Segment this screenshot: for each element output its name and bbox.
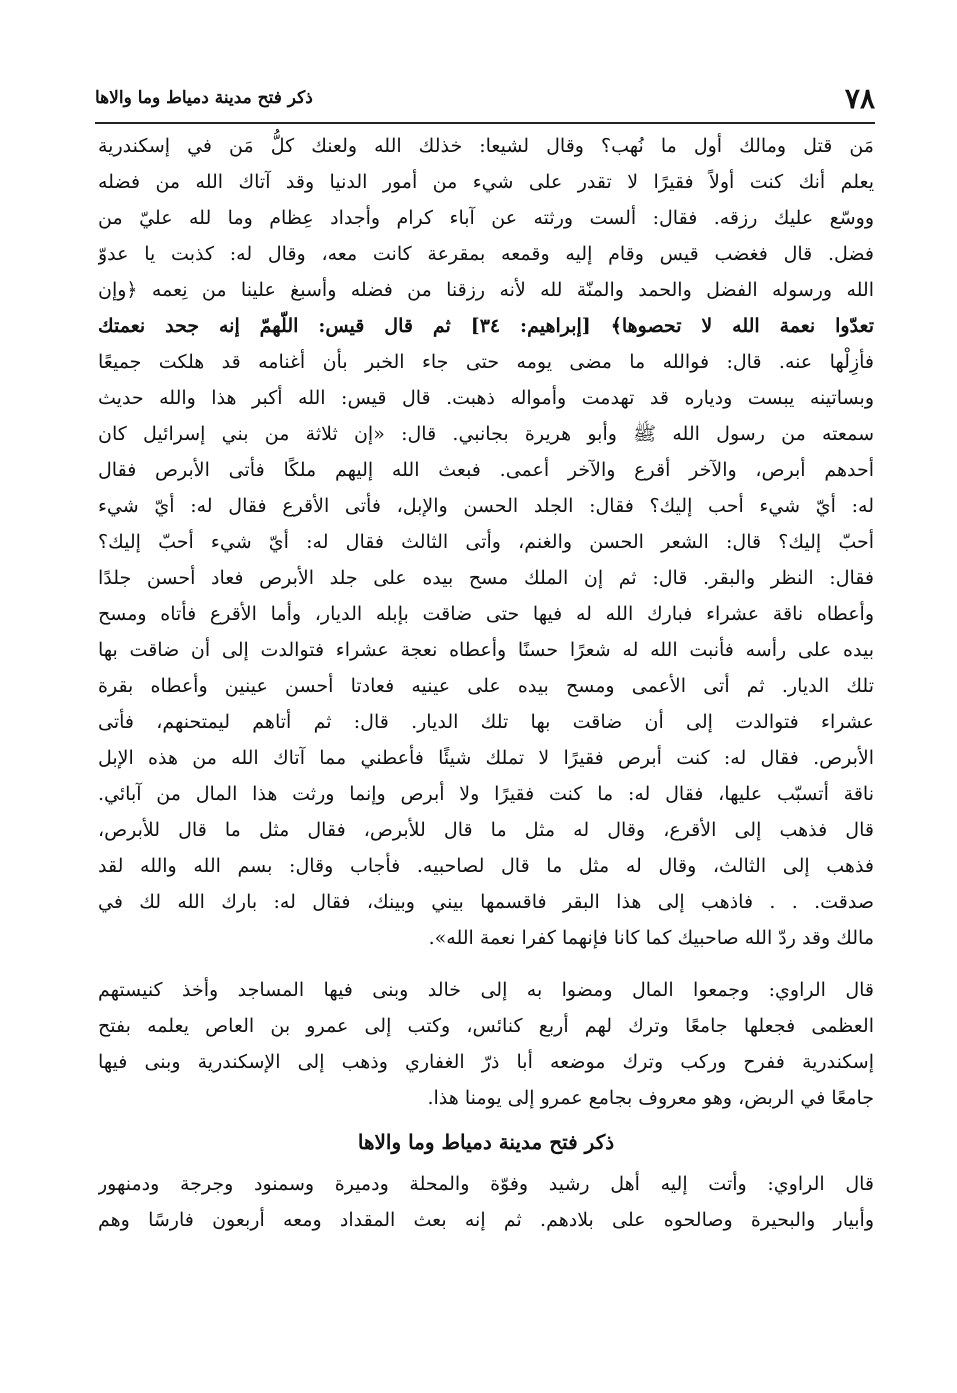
text-line: تلك الديار. ثم أتى الأعمى ومسح بيده على عينيه فعادتا أحسن عينين وأعطاه بقرة [98, 675, 874, 697]
section-heading: ذكر فتح مدينة دمياط وما والاها [357, 1130, 615, 1154]
text-line: مالك وقد ردّ الله صاحبيك كما كانا فإنهما كفرا نعمة الله». [428, 927, 874, 949]
text-line: قال فذهب إلى الأقرع، وقال له مثل ما قال للأبرص، فقال مثل ما قال للأبرص، [98, 819, 874, 841]
running-title: ذكر فتح مدينة دمياط وما والاها [95, 88, 313, 108]
text-line: سمعته من رسول الله ﷺ وأبو هريرة بجانبي. قال: «إن ثلاثة من بني إسرائيل كان [98, 423, 874, 445]
page-header [95, 82, 875, 122]
text-line: فأزِلْها عنه. قال: فوالله ما مضى يومه حتى جاء الخبر بأن أغنامه قد هلكت جميعًا [98, 351, 874, 373]
text-line: له: أيّ شيء أحب إليك؟ فقال: الجلد الحسن والإبل، فأتى الأقرع فقال له: أيّ شيء [98, 495, 874, 517]
text-line: جامعًا في الربض، وهو معروف بجامع عمرو إلى يومنا هذا. [427, 1087, 874, 1109]
text-line: قال الراوي: وأتت إليه أهل رشيد وفوّة والمحلة ودميرة وسمنود وجرجة ودمنهور [98, 1173, 874, 1195]
text-line: يعلم أنك كنت أولاً فقيرًا لا تقدر على شيء من أمور الدنيا وقد آتاك الله من فضله [98, 171, 874, 193]
body-text [98, 128, 874, 1238]
paragraph-2 [98, 972, 874, 1116]
text-line: إسكندرية ففرح وركب وترك موضعه أبا ذرّ الغفاري وذهب إلى الإسكندرية وبنى فيها [98, 1051, 874, 1073]
text-line: ووسّع عليك رزقه. فقال: ألست ورثته عن آباء كرام وأجداد عِظام وما لله عليّ من [98, 207, 874, 229]
text-line: قال الراوي: وجمعوا المال ومضوا به إلى خالد وبنى فيها المساجد وأخذ كنيستهم [98, 979, 874, 1001]
text-line-quran-verse: تعدّوا نعمة الله لا تحصوها﴾ [إبراهيم: ٣٤] ثم قال قيس: اللّهمّ إنه جحد نعمتك [98, 315, 874, 337]
text-line: بيده على رأسه فأنبت الله له شعرًا حسنًا وأعطاه نعجة عشراء فتوالدت إلى أن ضاقت بها [98, 639, 874, 661]
text-line: الله ورسوله الفضل والحمد والمنّة لله لأنه رزقنا من فضله وأسبغ علينا من نِعمه ﴿وإن [98, 279, 874, 301]
text-line: الأبرص. فقال له: كنت أبرص فقيرًا لا تملك شيئًا فأعطني مما آتاك الله من هذه الإبل [98, 747, 874, 769]
text-line: ناقة أتسبّب عليها، فقال له: ما كنت فقيرًا ولا أبرص وإنما ورثت هذا المال من آبائي. [98, 783, 874, 805]
text-line: العظمى فجعلها جامعًا وترك لهم أربع كنائس، وكتب إلى عمرو بن العاص يعلمه بفتح [98, 1015, 874, 1037]
text-line: وأعطاه ناقة عشراء فبارك الله له فيها حتى ضاقت بإبله الديار، وأما الأقرع فأتاه ومسح [98, 603, 874, 625]
page-number: ٧٨ [844, 82, 875, 115]
paragraph-3 [98, 1166, 874, 1238]
text-line: صدقت. . . فاذهب إلى هذا البقر فاقسمها بيني وبينك، فقال له: بارك الله لك في [98, 891, 874, 913]
text-line: وبساتينه يبست ودياره قد تهدمت وأمواله ذهبت. قال قيس: الله أكبر هذا والله حديث [98, 387, 874, 409]
text-line: أحبّ إليك؟ قال: الشعر الحسن والغنم، وأتى الثالث فقال له: أيّ شيء أحبّ إليك؟ [98, 531, 874, 553]
text-line: وأبيار والبحيرة وصالحوه على بلادهم. ثم إنه بعث المقداد ومعه أربعون فارسًا وهم [98, 1209, 874, 1231]
text-line: فضل. قال فغضب قيس وقام إليه وقمعه بمقرعة كانت معه، وقال له: كذبت يا عدوّ [98, 243, 874, 265]
text-line: عشراء فتوالدت إلى أن ضاقت بها تلك الديار. قال: ثم أتاهم ليمتحنهم، فأتى [98, 711, 874, 733]
paragraph-1 [98, 128, 874, 956]
text-line: فقال: النظر والبقر. قال: ثم إن الملك مسح بيده على جلد الأبرص فعاد أحسن جلدًا [98, 567, 874, 589]
text-line: مَن قتل ومالك أول ما نُهب؟ وقال لشيعا: خذلك الله ولعنك كلُّ مَن في إسكندرية [98, 135, 874, 157]
text-line: أحدهم أبرص، والآخر أقرع والآخر أعمى. فبعث الله إليهم ملكًا فأتى الأبرص فقال [98, 459, 874, 481]
text-line: فذهب إلى الثالث، وقال له مثل ما قال لصاحبيه. فأجاب وقال: بسم الله والله لقد [98, 855, 874, 877]
header-rule [95, 122, 875, 124]
